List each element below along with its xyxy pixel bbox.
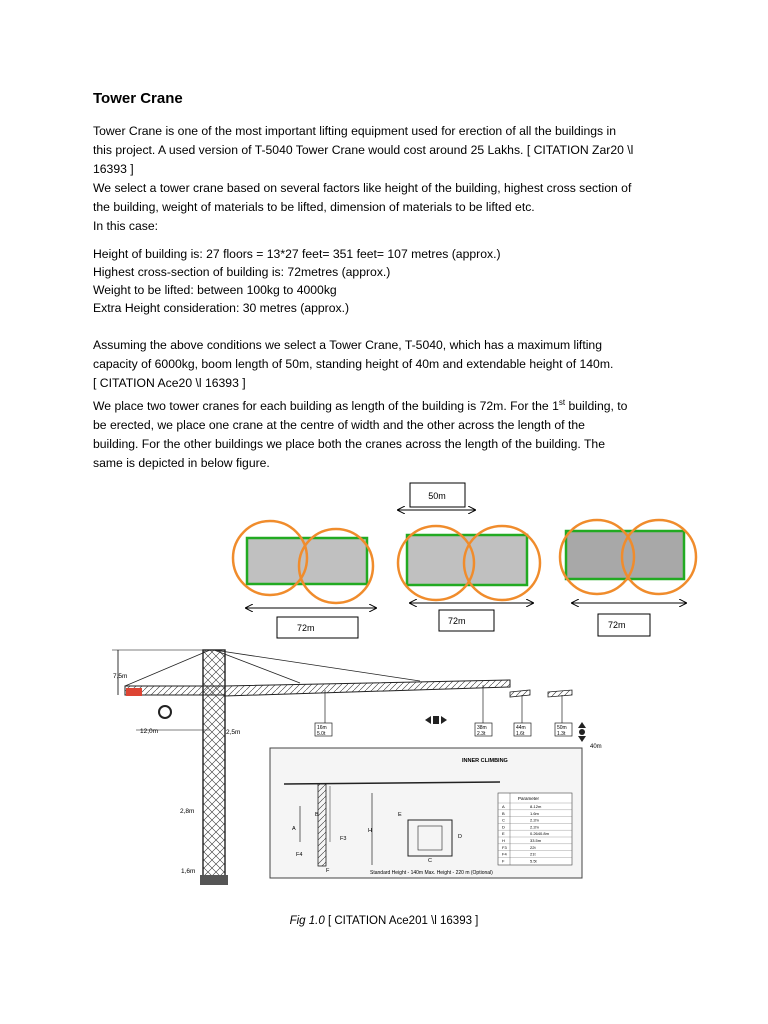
- height-label: 7,5m: [113, 673, 128, 680]
- condition-line: Weight to be lifted: between 100kg to 4000kg: [93, 283, 337, 297]
- load-weight: 1.3t: [557, 731, 566, 737]
- section-title: Tower Crane: [93, 90, 183, 107]
- text-line: [ CITATION Ace20 \l 16393 ]: [93, 376, 246, 390]
- condition-line: Highest cross-section of building is: 72metres (approx.): [93, 265, 391, 279]
- inset-title: INNER CLIMBING: [462, 758, 508, 764]
- inset-letter: C: [428, 858, 432, 864]
- table-cell-key: F4: [502, 851, 507, 857]
- superscript: st: [558, 398, 566, 407]
- slewing-icon: [159, 706, 171, 718]
- table-cell-key: E: [502, 831, 505, 837]
- jib-variant: [510, 690, 530, 697]
- down-arrow-icon: [578, 736, 586, 742]
- table-cell-key: B: [502, 810, 505, 816]
- tie-line: [214, 650, 420, 681]
- inset-letter: B: [315, 812, 319, 818]
- text-line: be erected, we place one crane at the centre of width and the other across the length of the: [93, 418, 585, 433]
- base-label: 1,6m: [181, 868, 196, 875]
- table-cell-value: 8-12m: [530, 804, 542, 809]
- inset-letter: F4: [296, 852, 303, 858]
- mast-offset-label: 2,5m: [226, 729, 241, 736]
- right-arrow-icon: [441, 716, 447, 724]
- text-line: capacity of 6000kg, boom length of 50m, standing height of 40m and extendable height of 140m.: [93, 357, 614, 371]
- length-label: 72m: [448, 616, 466, 626]
- text-line: same is depicted in below figure.: [93, 456, 270, 471]
- load-dist: 50m: [557, 725, 567, 731]
- inset-letter: F: [326, 868, 330, 874]
- left-arrow-icon: [425, 716, 431, 724]
- table-cell-value: 2.2m: [530, 824, 539, 830]
- table-cell-key: C: [502, 817, 505, 823]
- inset-mast: [318, 784, 326, 866]
- table-cell-value: 21t: [530, 851, 536, 857]
- hoist-icon: [579, 729, 585, 735]
- parameter-table: [498, 793, 572, 865]
- table-cell-value: 1.6m: [530, 810, 539, 816]
- text-line: Tower Crane is one of the most important lifting equipment used for erection of all the buildings in: [93, 124, 616, 138]
- side-label: 40m: [590, 744, 602, 750]
- inset-letter: H: [368, 828, 372, 834]
- mast-base: [200, 875, 228, 885]
- load-dist: 44m: [516, 725, 526, 731]
- condition-line: Height of building is: 27 floors = 13*27 feet= 351 feet= 107 metres (approx.): [93, 247, 501, 261]
- inset-letter: F3: [340, 836, 347, 842]
- tower-mast: [203, 650, 225, 884]
- text-part: building, to: [565, 399, 628, 414]
- section-label: 2,8m: [180, 808, 195, 815]
- inset-footer: Standard Height - 140m Max. Height - 220 m (Optional): [370, 870, 493, 876]
- text-line: building. For the other buildings we place both the cranes across the length of the building. The: [93, 437, 605, 452]
- counter-jib-label: 12,0m: [140, 728, 159, 735]
- inset-letter: A: [292, 826, 296, 832]
- text-line: We select a tower crane based on several factors like height of the building, highest cross section of: [93, 181, 632, 195]
- text-line: the building, weight of materials to be lifted, dimension of materials to be lifted etc.: [93, 200, 535, 214]
- up-arrow-icon: [578, 722, 586, 728]
- text-part: We place two tower cranes for each building as length of the building is 72m. For the 1: [93, 399, 559, 414]
- text-line: 16393 ]: [93, 162, 134, 176]
- text-line: In this case:: [93, 219, 159, 233]
- table-header: Parameter: [518, 796, 540, 801]
- table-cell-key: F: [502, 858, 505, 864]
- figure-caption: [0, 915, 768, 927]
- inset-letter: E: [398, 812, 402, 818]
- table-cell-key: D: [502, 824, 505, 830]
- table-cell-value: 5.5t: [530, 858, 537, 864]
- table-cell-value: 2.2m: [530, 817, 539, 823]
- load-dist: 16m: [317, 725, 327, 731]
- tie-line: [214, 650, 300, 683]
- caption-label: Fig 1.0: [289, 915, 325, 927]
- main-jib: [225, 680, 510, 696]
- load-weight: 2.3t: [477, 731, 486, 737]
- table-cell-key: A: [502, 804, 505, 809]
- caption-citation: [ CITATION Ace201 \l 16393 ]: [324, 915, 479, 927]
- jib-variant: [548, 690, 572, 697]
- length-label: 72m: [608, 620, 626, 630]
- condition-line: Extra Height consideration: 30 metres (approx.): [93, 301, 350, 315]
- text-line: this project. A used version of T-5040 Tower Crane would cost around 25 Lakhs. [ CITATION Zar20 \l: [93, 143, 634, 157]
- load-weight: 1.6t: [516, 731, 525, 737]
- inset-letter: D: [458, 834, 462, 840]
- trolley-icon: [433, 716, 439, 724]
- boom-length-label: 50m: [428, 491, 446, 501]
- table-cell-value: 33.5m: [530, 838, 542, 843]
- table-cell-value: 0.2640.8m: [530, 831, 549, 837]
- table-cell-key: H: [502, 838, 505, 843]
- load-dist: 38m: [477, 725, 487, 731]
- table-cell-key: F3: [502, 844, 507, 850]
- text-line: Assuming the above conditions we select a Tower Crane, T-5040, which has a maximum lifting: [93, 338, 602, 352]
- length-label: 72m: [297, 623, 315, 633]
- counterweight: [126, 688, 142, 696]
- table-cell-value: 22t: [530, 844, 536, 850]
- tie-line: [125, 650, 210, 686]
- load-weight: 5.0t: [317, 731, 326, 737]
